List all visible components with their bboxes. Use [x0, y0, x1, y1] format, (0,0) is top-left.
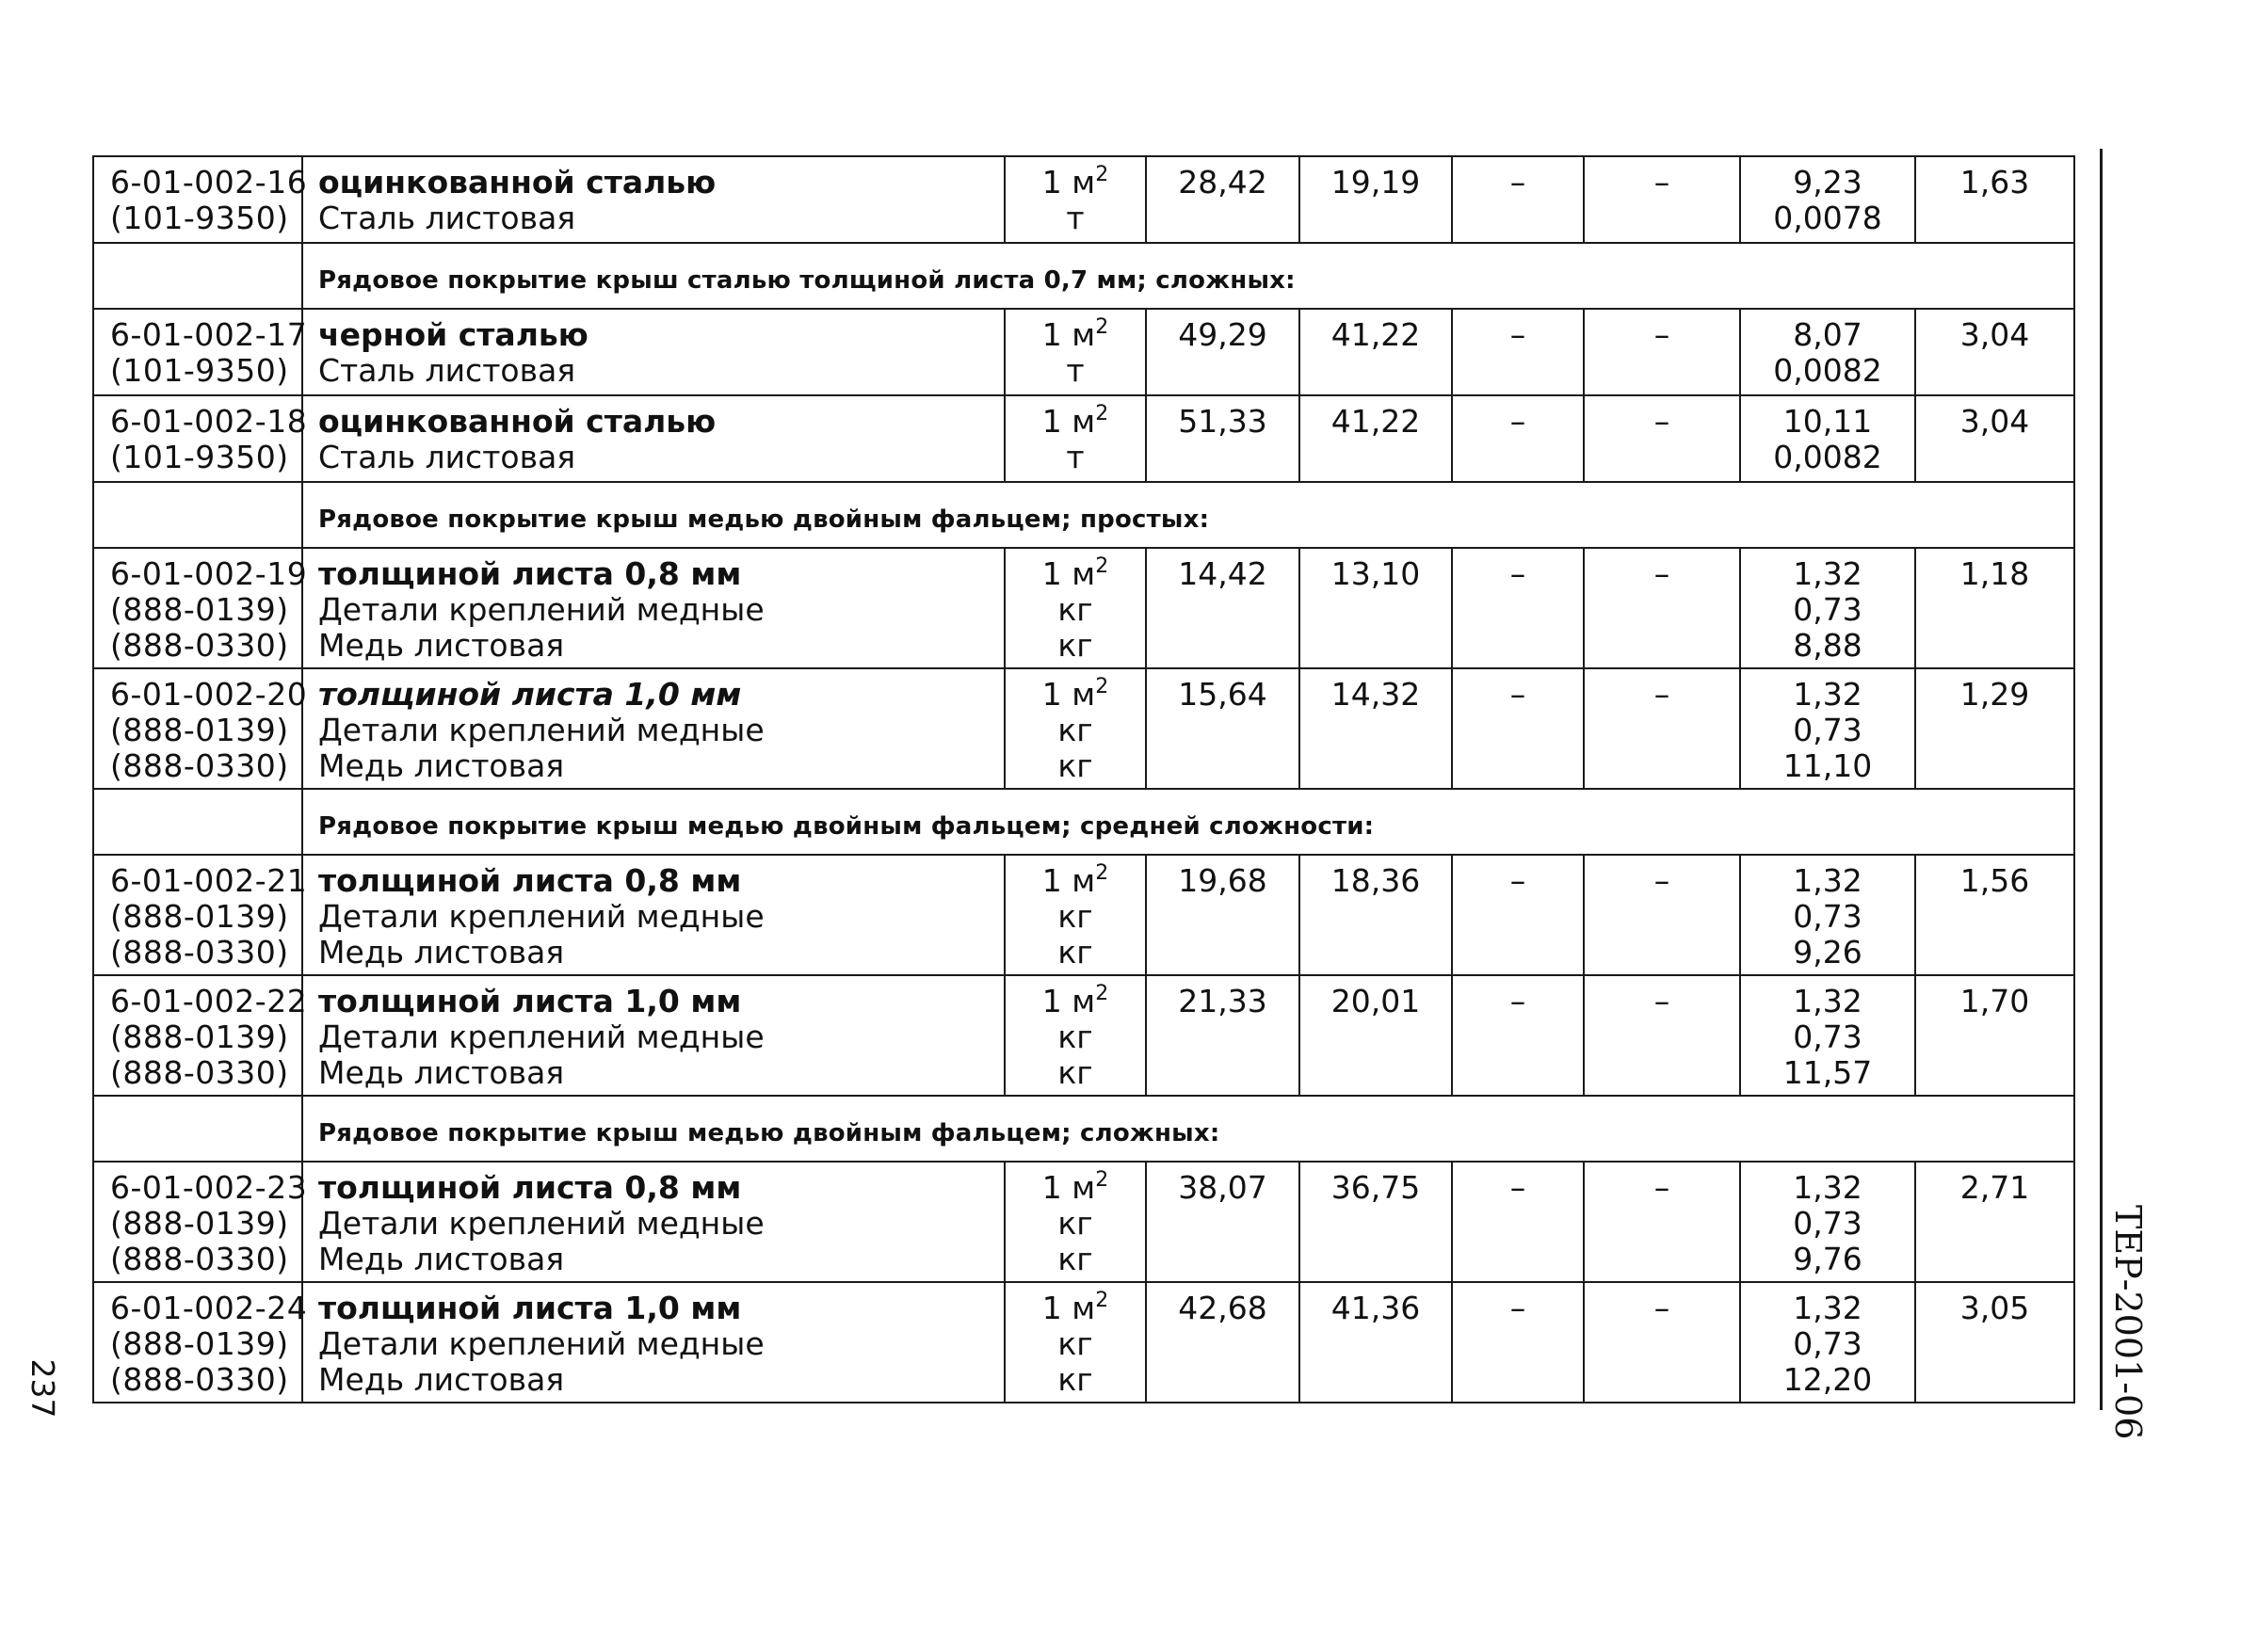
unit-cell: [1005, 975, 1146, 1096]
resource-code: (888-0330): [110, 934, 289, 970]
unit-main: [1006, 404, 1145, 440]
value: 38,07: [1178, 1169, 1267, 1206]
dash-value: –: [1509, 1169, 1526, 1206]
material-value: 0,73: [1793, 712, 1862, 748]
resource-code: (888-0139): [110, 712, 289, 748]
material-name: Детали креплений медные: [318, 1205, 765, 1242]
unit-text: 1 м: [1041, 164, 1096, 200]
value-cell: [1584, 309, 1740, 395]
code-cell: [93, 1162, 308, 1282]
unit-exponent: 2: [1095, 1289, 1109, 1312]
material-value: 0,73: [1793, 1018, 1862, 1055]
materials-value-cell: [1740, 668, 1915, 789]
dash-value: –: [1653, 316, 1670, 353]
table-row: [93, 156, 2074, 243]
value: 36,75: [1330, 1169, 1421, 1206]
table-row: [93, 668, 2074, 789]
material-name: Медь листовая: [318, 934, 565, 970]
section-heading-row: [93, 243, 2074, 309]
value-cell: [1584, 1282, 1740, 1403]
material-value: 1,32: [1793, 555, 1862, 592]
value: 42,68: [1178, 1290, 1267, 1326]
resource-code: (888-0139): [110, 1018, 289, 1055]
item-title: толщиной листа 1,0 мм: [318, 983, 742, 1019]
material-value: 11,57: [1782, 1054, 1873, 1091]
material-unit: кг: [1057, 627, 1093, 664]
material-name: Детали креплений медные: [318, 591, 765, 628]
unit-exponent: 2: [1095, 675, 1109, 698]
name-cell: [302, 548, 1005, 668]
table-row: [93, 975, 2074, 1096]
value: 14,32: [1330, 676, 1421, 713]
code-cell: [93, 482, 302, 548]
value: 19,19: [1330, 164, 1421, 200]
code-cell: [93, 668, 308, 789]
resource-code: (888-0139): [110, 1205, 289, 1242]
resource-code: (888-0139): [110, 898, 289, 935]
material-value: 9,23: [1793, 164, 1862, 200]
value: 1,70: [1959, 983, 2030, 1019]
unit-exponent: 2: [1095, 402, 1109, 425]
value-cell: [1146, 1162, 1299, 1282]
rate-code: 6-01-002-19: [110, 555, 308, 592]
material-value: 0,73: [1793, 1325, 1862, 1362]
materials-value-cell: [1740, 309, 1915, 395]
dash-value: –: [1653, 164, 1670, 200]
material-value: 1,32: [1793, 983, 1862, 1019]
unit-main: [1006, 984, 1145, 1019]
unit-text: 1 м: [1041, 862, 1096, 899]
value: 49,29: [1178, 316, 1267, 353]
item-title: толщиной листа 0,8 мм: [318, 555, 742, 592]
dash-value: –: [1509, 555, 1526, 592]
material-name: Медь листовая: [318, 747, 565, 784]
dash-value: –: [1653, 676, 1670, 713]
resource-code: (888-0330): [110, 1361, 289, 1398]
rate-code: 6-01-002-24: [110, 1290, 308, 1326]
value-cell: [1299, 668, 1452, 789]
value: 1,56: [1959, 862, 2030, 899]
material-name: Детали креплений медные: [318, 1325, 765, 1362]
value-cell: [1299, 156, 1452, 243]
material-value: 1,32: [1793, 1169, 1862, 1206]
value-cell: [1915, 1162, 2074, 1282]
unit-cell: [1005, 1282, 1146, 1403]
material-value: 0,73: [1793, 591, 1862, 628]
value: 21,33: [1178, 983, 1267, 1019]
value-cell: [1452, 156, 1584, 243]
rate-code: 6-01-002-17: [110, 316, 308, 353]
code-cell: [93, 975, 308, 1096]
value-cell: [1452, 395, 1584, 482]
page-number: 237: [24, 1358, 61, 1419]
unit-exponent: 2: [1095, 554, 1109, 578]
value-cell: [1146, 1282, 1299, 1403]
materials-value-cell: [1740, 395, 1915, 482]
value: 20,01: [1330, 983, 1421, 1019]
material-unit: кг: [1057, 1205, 1093, 1242]
value: 2,71: [1959, 1169, 2030, 1206]
value: 3,04: [1959, 403, 2030, 440]
table-row: [93, 548, 2074, 668]
unit-cell: [1005, 395, 1146, 482]
material-unit: кг: [1057, 1325, 1093, 1362]
value-cell: [1584, 395, 1740, 482]
name-cell: [302, 309, 1005, 395]
material-unit: кг: [1057, 1018, 1093, 1055]
material-unit: кг: [1057, 591, 1093, 628]
unit-cell: [1005, 668, 1146, 789]
material-name: Сталь листовая: [318, 200, 576, 236]
material-unit: т: [1066, 352, 1085, 389]
unit-text: 1 м: [1041, 983, 1096, 1019]
value-cell: [1146, 309, 1299, 395]
value-cell: [1299, 855, 1452, 975]
value-cell: [1299, 1282, 1452, 1403]
value: 18,36: [1330, 862, 1421, 899]
code-cell: [93, 156, 308, 243]
value-cell: [1452, 1282, 1584, 1403]
rate-code: 6-01-002-16: [110, 164, 308, 200]
section-heading: Рядовое покрытие крыш медью двойным фальцем; простых:: [302, 482, 2074, 548]
code-cell: [93, 395, 308, 482]
material-value: 11,10: [1782, 747, 1873, 784]
dash-value: –: [1653, 983, 1670, 1019]
value-cell: [1915, 1282, 2074, 1403]
unit-exponent: 2: [1095, 861, 1109, 885]
code-cell: [93, 548, 308, 668]
section-heading-row: [93, 1096, 2074, 1162]
unit-main: [1006, 863, 1145, 899]
resource-code: (888-0139): [110, 591, 289, 628]
value: 28,42: [1178, 164, 1267, 200]
value: 41,36: [1330, 1290, 1421, 1326]
material-name: Медь листовая: [318, 627, 565, 664]
value: 1,29: [1959, 676, 2030, 713]
material-value: 0,73: [1793, 898, 1862, 935]
value: 41,22: [1330, 316, 1421, 353]
material-unit: кг: [1057, 712, 1093, 748]
name-cell: [302, 855, 1005, 975]
value-cell: [1915, 975, 2074, 1096]
dash-value: –: [1653, 1169, 1670, 1206]
resource-code: (101-9350): [110, 352, 289, 389]
code-cell: [93, 855, 308, 975]
item-title: толщиной листа 1,0 мм: [318, 676, 742, 713]
resource-code: (101-9350): [110, 439, 289, 475]
value-cell: [1146, 395, 1299, 482]
value-cell: [1299, 548, 1452, 668]
value-cell: [1146, 855, 1299, 975]
item-title: толщиной листа 1,0 мм: [318, 1290, 742, 1326]
value-cell: [1584, 975, 1740, 1096]
dash-value: –: [1653, 403, 1670, 440]
materials-value-cell: [1740, 975, 1915, 1096]
material-value: 8,07: [1793, 316, 1862, 353]
material-name: Детали креплений медные: [318, 898, 765, 935]
name-cell: [302, 1282, 1005, 1403]
item-title: толщиной листа 0,8 мм: [318, 1169, 742, 1206]
value-cell: [1584, 668, 1740, 789]
item-title: оцинкованной сталью: [318, 164, 717, 200]
unit-exponent: 2: [1095, 982, 1109, 1005]
table-row: [93, 855, 2074, 975]
value-cell: [1915, 855, 2074, 975]
name-cell: [302, 395, 1005, 482]
value: 51,33: [1178, 403, 1267, 440]
rates-table-body: [93, 156, 2074, 1403]
unit-cell: [1005, 1162, 1146, 1282]
rate-code: 6-01-002-21: [110, 862, 308, 899]
rate-code: 6-01-002-22: [110, 983, 308, 1019]
document-code: ТЕР-2001-06: [2107, 1205, 2149, 1440]
material-name: Медь листовая: [318, 1361, 565, 1398]
material-value: 0,0082: [1773, 352, 1882, 389]
section-heading: Рядовое покрытие крыш сталью толщиной листа 0,7 мм; сложных:: [302, 243, 2074, 309]
value: 1,18: [1959, 555, 2030, 592]
unit-exponent: 2: [1095, 1168, 1109, 1192]
value: 41,22: [1330, 403, 1421, 440]
value-cell: [1915, 548, 2074, 668]
value-cell: [1915, 309, 2074, 395]
value-cell: [1915, 395, 2074, 482]
material-value: 9,26: [1793, 934, 1862, 970]
dash-value: –: [1509, 1290, 1526, 1326]
unit-text: 1 м: [1041, 676, 1096, 713]
material-value: 0,0082: [1773, 439, 1882, 475]
material-unit: т: [1066, 439, 1085, 475]
dash-value: –: [1509, 676, 1526, 713]
dash-value: –: [1509, 403, 1526, 440]
material-value: 1,32: [1793, 862, 1862, 899]
material-value: 9,76: [1793, 1241, 1862, 1277]
unit-text: 1 м: [1041, 403, 1096, 440]
unit-text: 1 м: [1041, 316, 1096, 353]
dash-value: –: [1509, 164, 1526, 200]
material-unit: кг: [1057, 898, 1093, 935]
name-cell: [302, 156, 1005, 243]
value-cell: [1452, 855, 1584, 975]
dash-value: –: [1653, 555, 1670, 592]
unit-text: 1 м: [1041, 1169, 1096, 1206]
rate-code: 6-01-002-18: [110, 403, 308, 440]
code-cell: [93, 243, 302, 309]
unit-main: [1006, 677, 1145, 713]
unit-text: 1 м: [1041, 555, 1096, 592]
section-heading-row: [93, 482, 2074, 548]
value-cell: [1146, 975, 1299, 1096]
resource-code: (888-0139): [110, 1325, 289, 1362]
material-unit: кг: [1057, 747, 1093, 784]
value-cell: [1146, 668, 1299, 789]
value: 3,04: [1959, 316, 2030, 353]
unit-cell: [1005, 855, 1146, 975]
material-unit: кг: [1057, 1241, 1093, 1277]
unit-cell: [1005, 309, 1146, 395]
value-cell: [1452, 309, 1584, 395]
materials-value-cell: [1740, 548, 1915, 668]
code-cell: [93, 1096, 302, 1162]
resource-code: (888-0330): [110, 627, 289, 664]
value-cell: [1299, 1162, 1452, 1282]
unit-main: [1006, 1291, 1145, 1326]
material-name: Медь листовая: [318, 1054, 565, 1091]
resource-code: (101-9350): [110, 200, 289, 236]
materials-value-cell: [1740, 1162, 1915, 1282]
value-cell: [1299, 309, 1452, 395]
material-name: Детали креплений медные: [318, 712, 765, 748]
table-row: [93, 309, 2074, 395]
table-row: [93, 1282, 2074, 1403]
item-title: черной сталью: [318, 316, 588, 353]
value: 3,05: [1959, 1290, 2030, 1326]
unit-main: [1006, 1170, 1145, 1206]
material-value: 1,32: [1793, 676, 1862, 713]
material-unit: кг: [1057, 1361, 1093, 1398]
value-cell: [1452, 668, 1584, 789]
code-cell: [93, 309, 308, 395]
name-cell: [302, 975, 1005, 1096]
code-cell: [93, 1282, 308, 1403]
rate-code: 6-01-002-20: [110, 676, 308, 713]
value: 15,64: [1178, 676, 1267, 713]
value-cell: [1452, 1162, 1584, 1282]
item-title: оцинкованной сталью: [318, 403, 717, 440]
unit-main: [1006, 165, 1145, 200]
unit-cell: [1005, 156, 1146, 243]
material-name: Сталь листовая: [318, 439, 576, 475]
value-cell: [1146, 548, 1299, 668]
value-cell: [1146, 156, 1299, 243]
table-row: [93, 1162, 2074, 1282]
unit-exponent: 2: [1095, 315, 1109, 339]
dash-value: –: [1653, 862, 1670, 899]
material-value: 12,20: [1782, 1361, 1873, 1398]
material-value: 0,0078: [1773, 200, 1882, 236]
value-cell: [1299, 975, 1452, 1096]
section-heading-row: [93, 789, 2074, 855]
section-heading: Рядовое покрытие крыш медью двойным фальцем; средней сложности:: [302, 789, 2074, 855]
material-unit: кг: [1057, 1054, 1093, 1091]
material-name: Сталь листовая: [318, 352, 576, 389]
value-cell: [1584, 548, 1740, 668]
material-value: 8,88: [1793, 627, 1862, 664]
dash-value: –: [1509, 862, 1526, 899]
value: 19,68: [1178, 862, 1267, 899]
unit-main: [1006, 317, 1145, 353]
table-row: [93, 395, 2074, 482]
material-value: 10,11: [1782, 403, 1873, 440]
value: 13,10: [1330, 555, 1421, 592]
material-name: Медь листовая: [318, 1241, 565, 1277]
resource-code: (888-0330): [110, 1054, 289, 1091]
unit-exponent: 2: [1095, 163, 1109, 186]
unit-cell: [1005, 548, 1146, 668]
material-name: Детали креплений медные: [318, 1018, 765, 1055]
materials-value-cell: [1740, 1282, 1915, 1403]
material-value: 1,32: [1793, 1290, 1862, 1326]
name-cell: [302, 668, 1005, 789]
material-value: 0,73: [1793, 1205, 1862, 1242]
resource-code: (888-0330): [110, 747, 289, 784]
material-unit: кг: [1057, 934, 1093, 970]
material-unit: т: [1066, 200, 1085, 236]
dash-value: –: [1653, 1290, 1670, 1326]
value: 14,42: [1178, 555, 1267, 592]
value-cell: [1915, 156, 2074, 243]
materials-value-cell: [1740, 855, 1915, 975]
resource-code: (888-0330): [110, 1241, 289, 1277]
value-cell: [1452, 975, 1584, 1096]
materials-value-cell: [1740, 156, 1915, 243]
rate-code: 6-01-002-23: [110, 1169, 308, 1206]
value-cell: [1915, 668, 2074, 789]
item-title: толщиной листа 0,8 мм: [318, 862, 742, 899]
value-cell: [1584, 156, 1740, 243]
value-cell: [1452, 548, 1584, 668]
dash-value: –: [1509, 983, 1526, 1019]
unit-text: 1 м: [1041, 1290, 1096, 1326]
unit-main: [1006, 556, 1145, 592]
value-cell: [1584, 1162, 1740, 1282]
value-cell: [1299, 395, 1452, 482]
rates-table: [92, 155, 2075, 1403]
code-cell: [93, 789, 302, 855]
name-cell: [302, 1162, 1005, 1282]
dash-value: –: [1509, 316, 1526, 353]
value: 1,63: [1959, 164, 2030, 200]
section-heading: Рядовое покрытие крыш медью двойным фальцем; сложных:: [302, 1096, 2074, 1162]
value-cell: [1584, 855, 1740, 975]
